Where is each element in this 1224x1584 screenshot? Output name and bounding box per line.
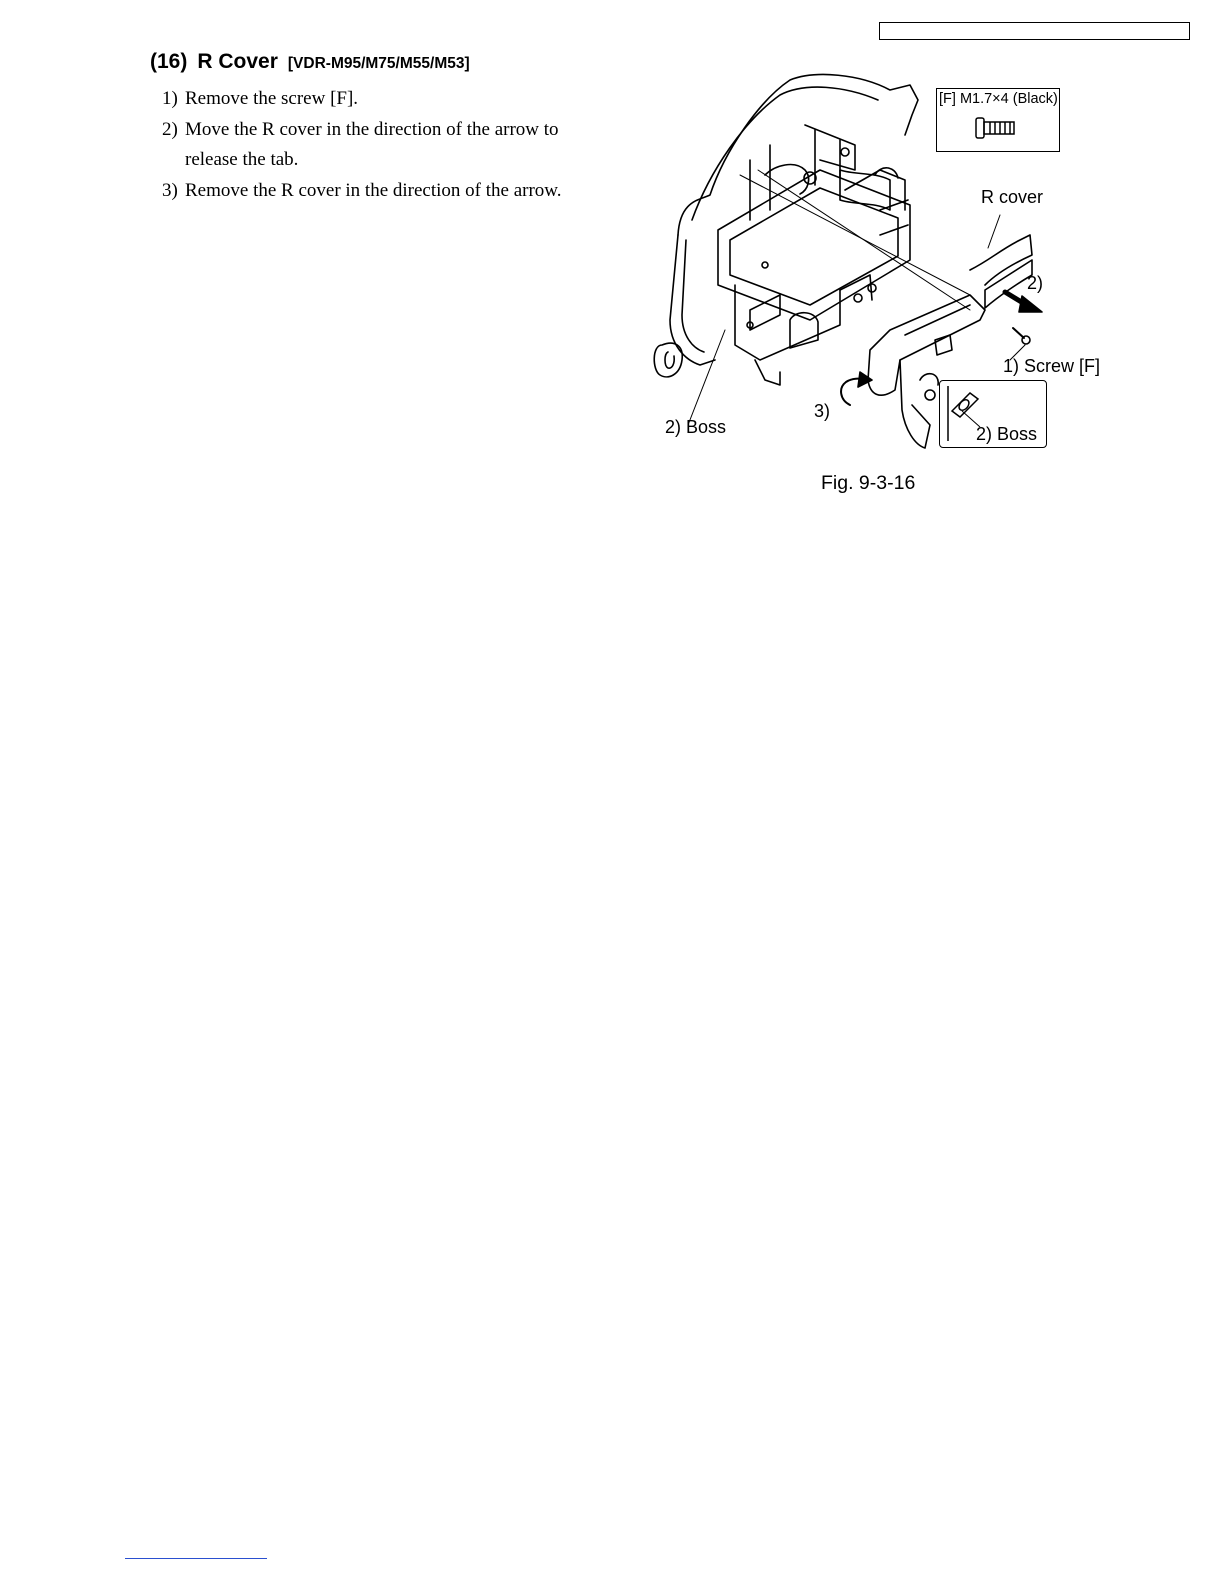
step-number: 3) xyxy=(162,179,178,201)
screw-spec-label: [F] M1.7×4 (Black) xyxy=(939,91,1058,107)
section-heading xyxy=(150,50,470,74)
r-cover-label: R cover xyxy=(981,187,1044,207)
step-text: Move the R cover in the direction of the arrow to release the tab. xyxy=(185,118,559,171)
boss-label-left: 2) Boss xyxy=(665,417,727,437)
screw-spec-box xyxy=(936,88,1060,152)
procedure-steps xyxy=(162,84,602,206)
step2-arrow-label: 2) xyxy=(1027,273,1044,293)
boss-label-inset: 2) Boss xyxy=(976,424,1038,444)
step3-arrow-label: 3) xyxy=(814,401,831,421)
step-item xyxy=(162,84,602,115)
page-header-box xyxy=(879,22,1190,40)
step-item xyxy=(162,115,602,176)
section-models: [VDR-M95/M75/M55/M53] xyxy=(287,55,470,72)
step-item xyxy=(162,176,602,207)
screw-icon xyxy=(975,117,1017,139)
step-text: Remove the screw [F]. xyxy=(185,88,359,109)
step-text: Remove the R cover in the direction of the arrow. xyxy=(185,179,562,201)
step-number: 1) xyxy=(162,88,178,109)
section-name: R Cover xyxy=(197,50,278,73)
section-number: (16) xyxy=(150,50,188,73)
figure-caption: Fig. 9-3-16 xyxy=(821,472,916,494)
screw-label: 1) Screw [F] xyxy=(1003,356,1101,376)
step-number: 2) xyxy=(162,118,178,140)
footer-link-underline[interactable] xyxy=(125,1558,267,1559)
